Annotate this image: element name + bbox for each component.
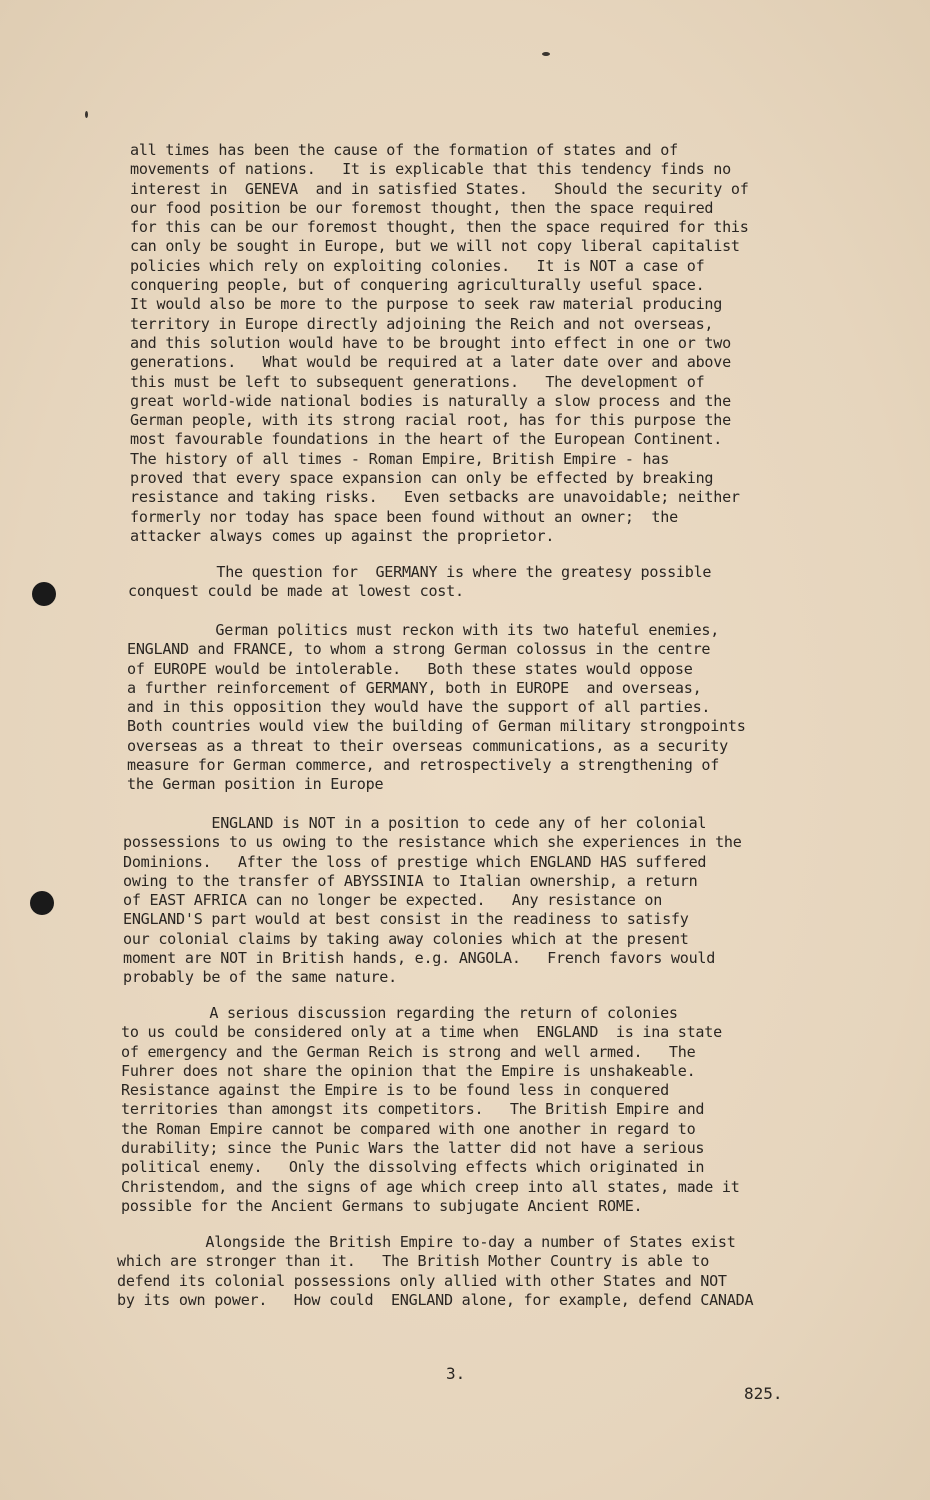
text-line: great world-wide national bodies is naturally a slow process and the [130,391,731,410]
text-line: territory in Europe directly adjoining the Reich and not overseas, [130,314,714,333]
text-line: generations. What would be required at a later date over and above [130,353,731,372]
paragraph-2 [128,563,711,602]
text-line: by its own power. How could ENGLAND alone, for example, defend CANADA [117,1290,754,1309]
text-line: overseas as a threat to their overseas communications, as a security [127,736,728,755]
text-line: owing to the transfer of ABYSSINIA to Italian ownership, a return [123,871,698,890]
punch-hole [32,582,56,606]
text-line: of EUROPE would be intolerable. Both these states would oppose [127,659,693,678]
text-line: measure for German commerce, and retrospectively a strengthening of [127,756,720,775]
text-line: defend its colonial possessions only allied with other States and NOT [117,1271,727,1290]
text-line: the Roman Empire cannot be compared with one another in regard to [121,1119,696,1138]
text-line: territories than amongst its competitors. The British Empire and [121,1100,705,1119]
paragraph-1 [130,141,749,546]
text-line: durability; since the Punic Wars the latter did not have a serious [121,1139,705,1158]
text-line: The question for GERMANY is where the greatesy possible [128,563,712,581]
text-line: It would also be more to the purpose to seek raw material producing [130,295,723,314]
text-line: of EAST AFRICA can no longer be expected. Any resistance on [123,891,663,910]
text-line: probably be of the same nature. [123,968,397,987]
text-line: a further reinforcement of GERMANY, both in EUROPE and overseas, [127,678,702,697]
text-line: and this solution would have to be brought into effect in one or two [130,333,731,352]
page-number: 3. [446,1364,466,1383]
text-line: interest in GENEVA and in satisfied States. Should the security of [130,179,749,198]
text-line: Dominions. After the loss of prestige which ENGLAND HAS suffered [123,852,707,871]
text-line: Resistance against the Empire is to be found less in conquered [121,1081,669,1100]
text-line: of emergency and the German Reich is strong and well armed. The [121,1042,696,1061]
text-line: our food position be our foremost thought, then the space required [130,198,714,217]
punch-hole [30,891,54,915]
text-line: which are stronger than it. The British Mother Country is able to [117,1252,710,1271]
text-line: Both countries would view the building of German military strongpoints [127,717,746,736]
text-line: and in this opposition they would have the support of all parties. [127,698,711,717]
ink-speck [542,52,550,56]
text-line: to us could be considered only at a time when ENGLAND is ina state [121,1023,722,1042]
paragraph-4 [123,814,742,988]
document-number: 825. [744,1384,783,1403]
ink-speck [85,111,88,118]
text-line: The history of all times - Roman Empire, British Empire - has [130,449,670,468]
text-line: conquering people, but of conquering agriculturally useful space. [130,276,705,295]
text-line: attacker always comes up against the proprietor. [130,526,555,545]
text-line: German people, with its strong racial root, has for this purpose the [130,411,731,430]
paragraph-3 [127,621,746,795]
text-line: Christendom, and the signs of age which creep into all states, made it [121,1177,740,1196]
text-line: German politics must reckon with its two hateful enemies, [127,621,720,639]
text-line: policies which rely on exploiting colonies. It is NOT a case of [130,256,705,275]
text-line: moment are NOT in British hands, e.g. ANGOLA. French favors would [123,949,716,968]
text-line: formerly nor today has space been found without an owner; the [130,507,678,526]
text-line: ENGLAND'S part would at best consist in the readiness to satisfy [123,910,689,929]
text-line: possible for the Ancient Germans to subjugate Ancient ROME. [121,1196,643,1215]
text-line: for this can be our foremost thought, then the space required for this [130,218,749,237]
text-line: all times has been the cause of the formation of states and of [130,141,678,159]
text-line: most favourable foundations in the heart of the European Continent. [130,430,723,449]
text-line: can only be sought in Europe, but we will not copy liberal capitalist [130,237,740,256]
text-line: possessions to us owing to the resistance which she experiences in the [123,833,742,852]
text-line: A serious discussion regarding the return of colonies [121,1004,678,1022]
text-line: conquest could be made at lowest cost. [128,582,464,601]
text-line: ENGLAND and FRANCE, to whom a strong German colossus in the centre [127,640,711,659]
text-line: ENGLAND is NOT in a position to cede any of her colonial [123,814,707,832]
text-line: movements of nations. It is explicable that this tendency finds no [130,160,731,179]
text-line: political enemy. Only the dissolving effects which originated in [121,1158,705,1177]
text-line: the German position in Europe [127,775,384,794]
text-line: proved that every space expansion can only be effected by breaking [130,469,714,488]
text-line: resistance and taking risks. Even setbacks are unavoidable; neither [130,488,740,507]
text-line: this must be left to subsequent generations. The development of [130,372,705,391]
text-line: Fuhrer does not share the opinion that the Empire is unshakeable. [121,1061,696,1080]
paragraph-5 [121,1004,740,1216]
text-line: our colonial claims by taking away colonies which at the present [123,929,689,948]
paragraph-6 [117,1233,753,1310]
text-line: Alongside the British Empire to-day a number of States exist [117,1233,736,1251]
